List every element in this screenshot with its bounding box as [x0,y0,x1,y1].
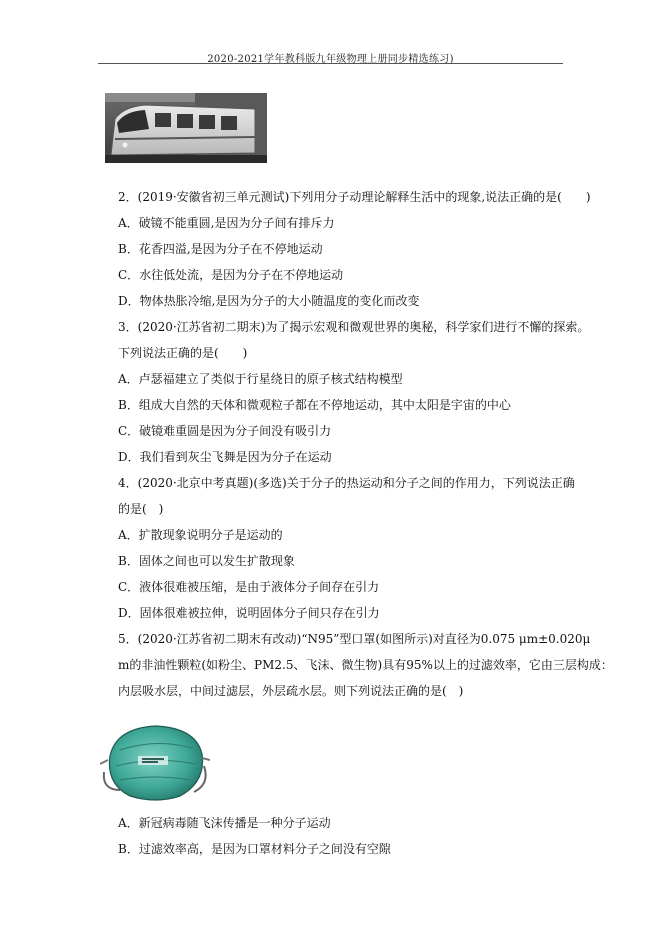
q3-stem-line-2: 下列说法正确的是( ) [118,346,248,360]
q5-stem-line-1: 5．(2020·江苏省初二期末有改动)“N95”型口罩(如图所示)对直径为0.075 μm±0.020μ [118,632,591,646]
q4-stem-line-1: 4．(2020·北京中考真题)(多选)关于分子的热运动和分子之间的作用力，下列说法正确 [118,476,575,490]
q5-stem-line-3: 内层吸水层，中间过滤层，外层疏水层。则下列说法正确的是( ) [118,684,464,698]
q4-stem-line-2: 的是( ) [118,502,164,516]
q4-option-c: C．液体很难被压缩，是由于液体分子间存在引力 [118,580,380,594]
q4-option-b: B．固体之间也可以发生扩散现象 [118,554,295,568]
q5-stem-line-2: m的非油性颗粒(如粉尘、PM2.5、飞沫、微生物)具有95%以上的过滤效率，它由三层构成： [118,658,613,672]
q4-option-a: A．扩散现象说明分子是运动的 [118,528,283,542]
q2-option-a: A．破镜不能重圆,是因为分子间有排斥力 [118,216,335,230]
q2-option-d: D．物体热胀冷缩,是因为分子的大小随温度的变化而改变 [118,294,420,308]
q3-option-c: C．破镜难重圆是因为分子间没有吸引力 [118,424,332,438]
q4-option-d: D．固体很难被拉伸，说明固体分子间只存在引力 [118,606,380,620]
q2-option-b: B．花香四溢,是因为分子在不停地运动 [118,242,323,256]
q3-stem-line-1: 3．(2020·江苏省初二期末)为了揭示宏观和微观世界的奥秘，科学家们进行不懈的探索。 [118,320,590,334]
q3-option-a: A．卢瑟福建立了类似于行星绕日的原子核式结构模型 [118,372,403,386]
q2-stem: 2．(2019·安徽省初三单元测试)下列用分子动理论解释生活中的现象,说法正确的是( ) [118,190,591,204]
q3-option-d: D．我们看到灰尘飞舞是因为分子在运动 [118,450,332,464]
q3-option-b: B．组成大自然的天体和微观粒子都在不停地运动，其中太阳是宇宙的中心 [118,398,511,412]
q5-option-a: A．新冠病毒随飞沫传播是一种分子运动 [118,816,331,830]
q5-option-b: B．过滤效率高，是因为口罩材料分子之间没有空隙 [118,842,391,856]
subway-train-photo [105,93,267,163]
n95-mask-photo [100,720,210,802]
page-header: 2020-2021学年教科版九年级物理上册同步精选练习) [207,54,454,65]
header-rule [98,63,563,64]
q2-option-c: C．水往低处流，是因为分子在不停地运动 [118,268,344,282]
